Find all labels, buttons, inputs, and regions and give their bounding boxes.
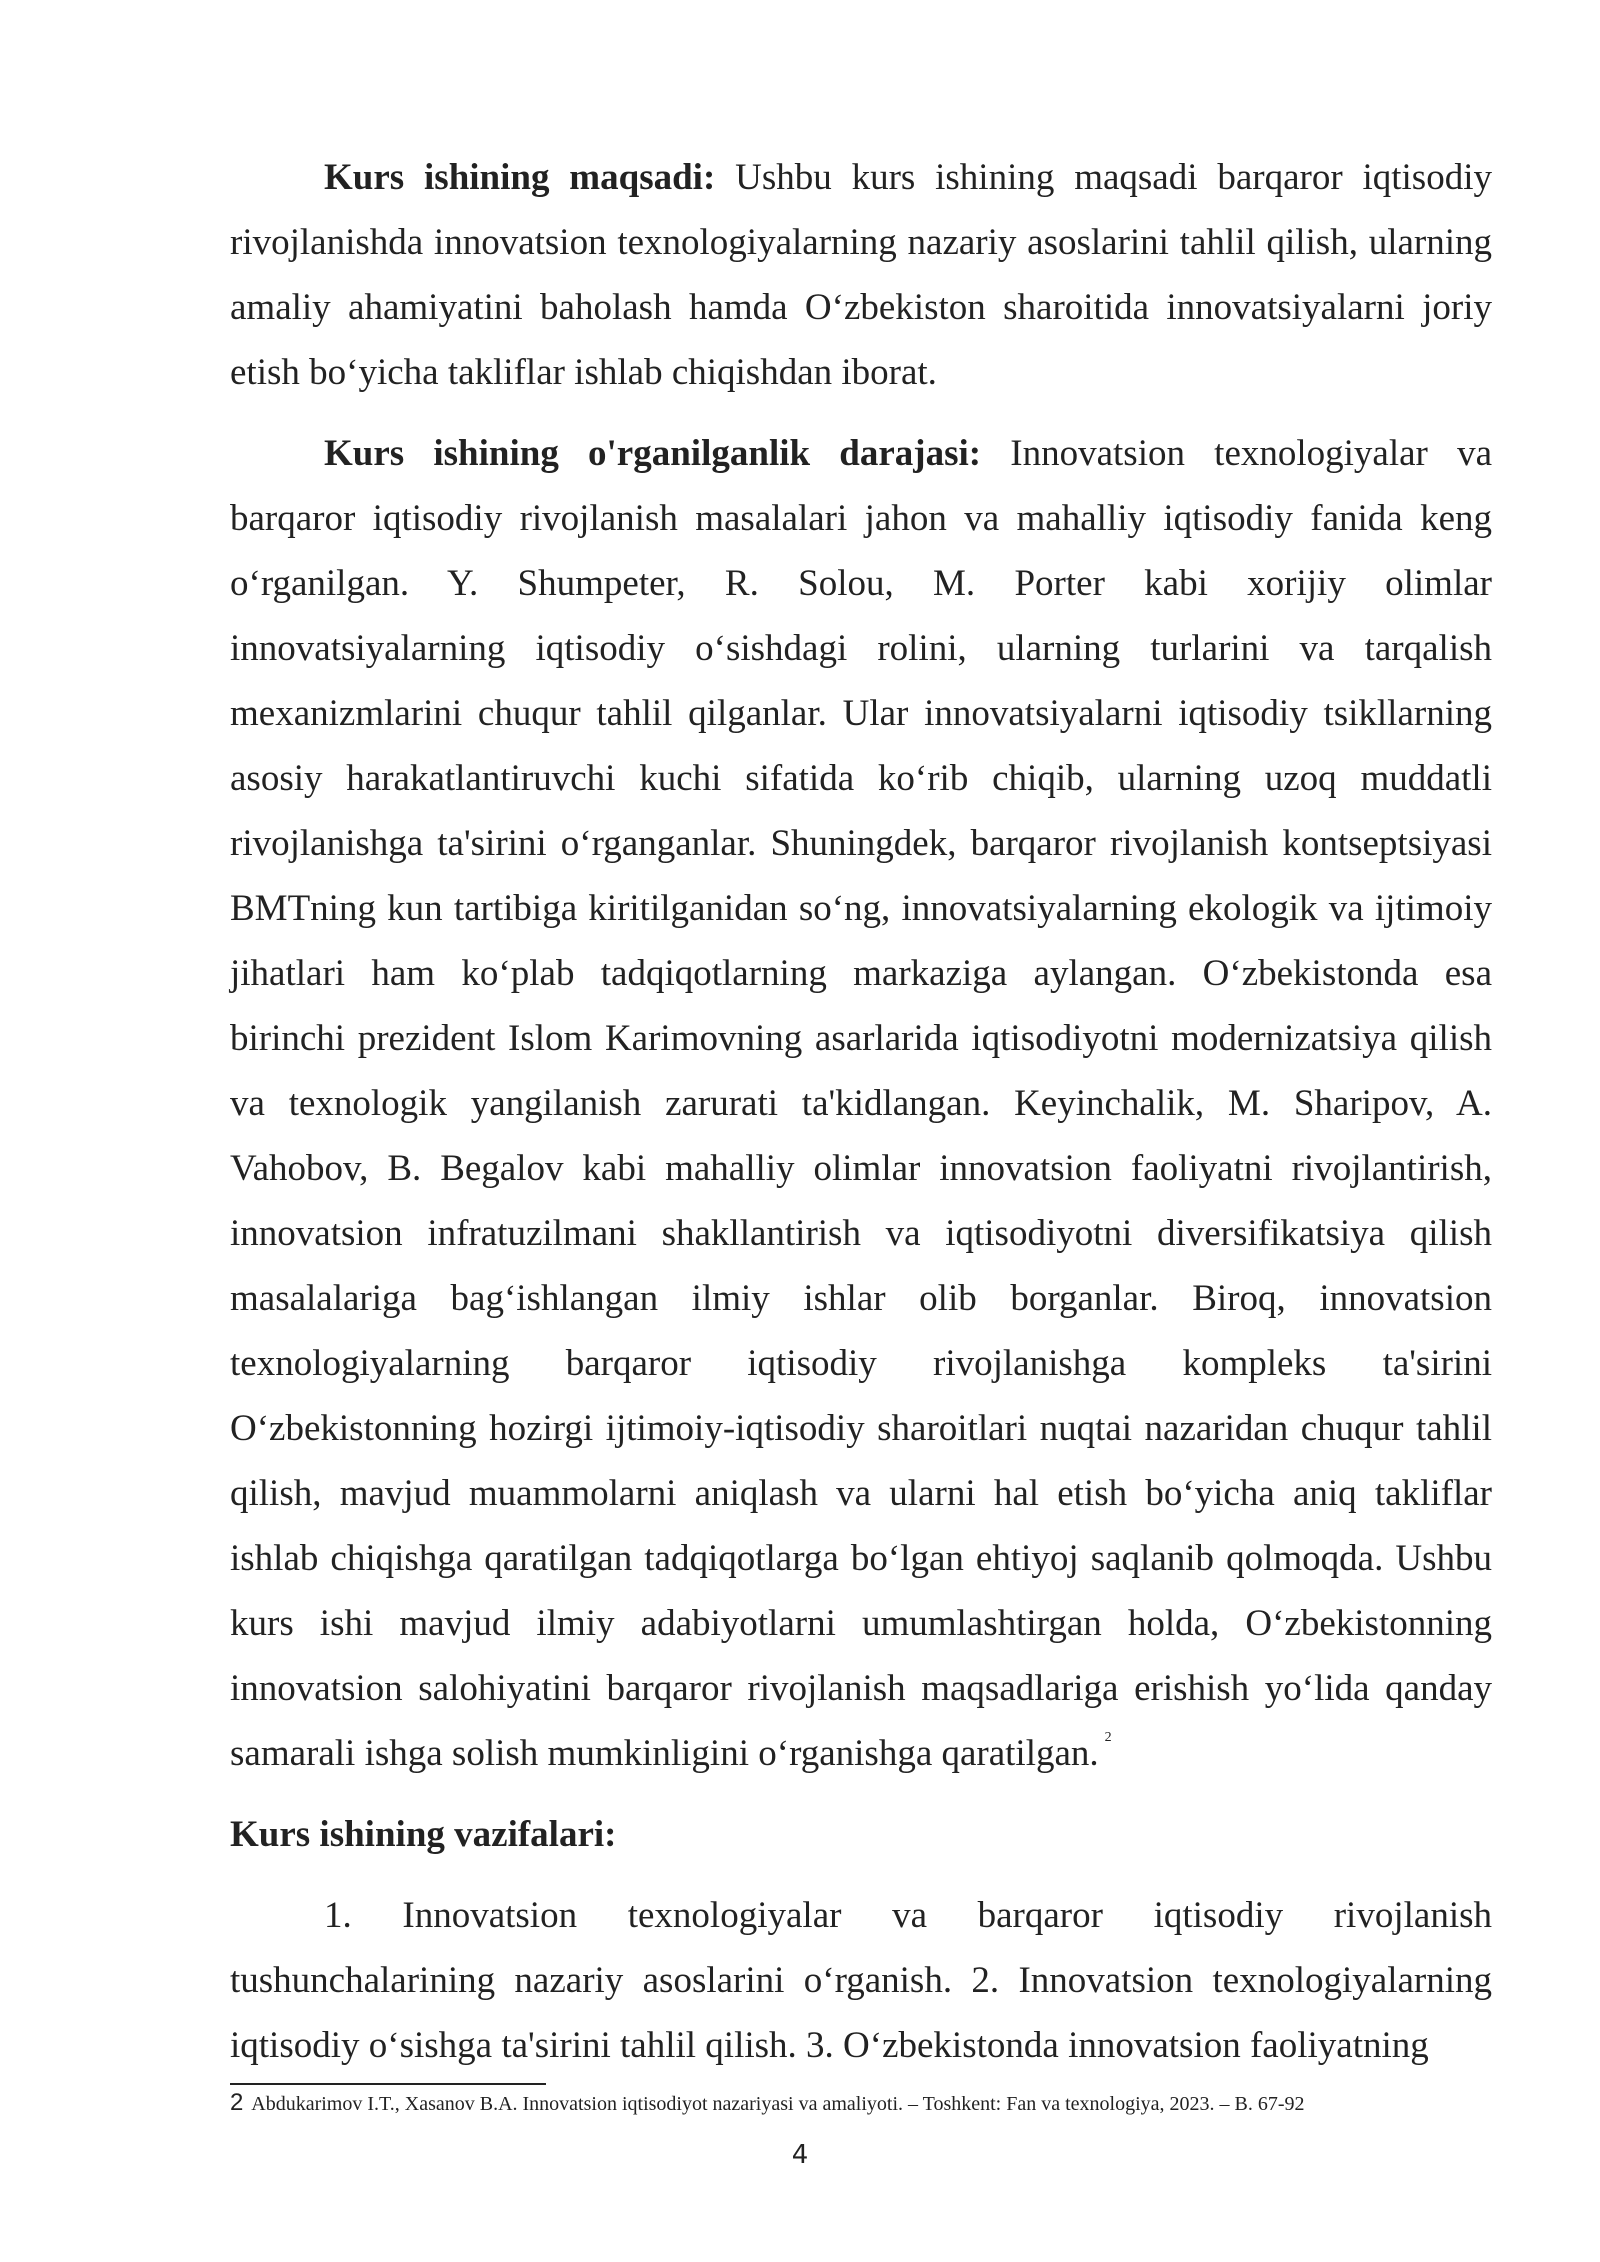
paragraph-vazifalar: 1. Innovatsion texnologiyalar va barqaror iqtisodiy rivojlanish tushunchalarining nazariy asoslarini o‘rganish. 2. Innovatsion texnologiyalarning iqtisodiy o‘sishga ta'sirini tahlil qilish. 3. O‘zbekistonda innovatsion faoliyatning bbox=[230, 1895, 1492, 2066]
footnote-separator bbox=[230, 2083, 546, 2085]
footnote-text: Abdukarimov I.T., Xasanov B.A. Innovatsion iqtisodiyot nazariyasi va amaliyoti. – Toshkent: Fan va texnologiya, 2023. – B. 67-92 bbox=[251, 2093, 1305, 2115]
page-number: 4 bbox=[791, 2140, 809, 2170]
footnote-number: 2 bbox=[230, 2089, 244, 2116]
page-body bbox=[230, 145, 1492, 2094]
paragraph-maqsad bbox=[230, 145, 1492, 405]
footnote bbox=[230, 2090, 1492, 2117]
text-maqsad: Ushbu kurs ishining maqsadi barqaror iqtisodiy rivojlanishda innovatsion texnologiyalarning nazariy asoslarini tahlil qilish, ularning amaliy ahamiyatini baholash hamda O‘zbekiston sharoitida innovatsiyalarni joriy etish bo‘yicha takliflar ishlab chiqishdan iborat. bbox=[230, 157, 1492, 393]
label-maqsad: Kurs ishining maqsadi: bbox=[324, 157, 716, 198]
heading-vazifalar: Kurs ishining vazifalari: bbox=[230, 1814, 617, 1855]
footnote-reference[interactable]: 2 bbox=[1104, 1730, 1112, 1745]
paragraph-organilganlik bbox=[230, 421, 1492, 1786]
text-organilganlik: Innovatsion texnologiyalar va barqaror iqtisodiy rivojlanish masalalari jahon va mahalliy iqtisodiy fanida keng o‘rganilgan. Y. Shumpeter, R. Solou, M. Porter kabi xorijiy olimlar innovatsiyalarning iqtisodiy o‘sishdagi rolini, ularning turlarini va tarqalish mexanizmlarini chuqur tahlil qilganlar. Ular innovatsiyalarni iqtisodiy tsikllarning asosiy harakatlantiruvchi kuchi sifatida ko‘rib chiqib, ularning uzoq muddatli rivojlanishga ta'sirini o‘rganganlar. Shuningdek, barqaror rivojlanish kontseptsiyasi BMTning kun tartibiga kiritilganidan so‘ng, innovatsiyalarning ekologik va ijtimoiy jihatlari ham ko‘plab tadqiqotlarning markaziga aylangan. O‘zbekistonda esa birinchi prezident Islom Karimovning asarlarida iqtisodiyotni modernizatsiya qilish va texnologik yangilanish zarurati ta'kidlangan. Keyinchalik, M. Sharipov, A. Vahobov, B. Begalov kabi mahalliy olimlar innovatsion faoliyatni rivojlantirish, innovatsion infratuzilmani shakllantirish va iqtisodiyotni diversifikatsiya qilish masalalariga bag‘ishlangan ilmiy ishlar olib borganlar. Biroq, innovatsion texnologiyalarning barqaror iqtisodiy rivojlanishga kompleks ta'sirini O‘zbekistonning hozirgi ijtimoiy-iqtisodiy sharoitlari nuqtai nazaridan chuqur tahlil qilish, mavjud muammolarni aniqlash va ularni hal etish bo‘yicha aniq takliflar ishlab chiqishga qaratilgan tadqiqotlarga bo‘lgan ehtiyoj saqlanib qolmoqda. Ushbu kurs ishi mavjud ilmiy adabiyotlarni umumlashtirgan holda, O‘zbekistonning innovatsion salohiyatini barqaror rivojlanish maqsadlariga erishish yo‘lida qanday samarali ishga solish mumkinligini o‘rganishga qaratilgan. bbox=[230, 433, 1492, 1774]
label-organilganlik: Kurs ishining o'rganilganlik darajasi: bbox=[324, 433, 982, 474]
